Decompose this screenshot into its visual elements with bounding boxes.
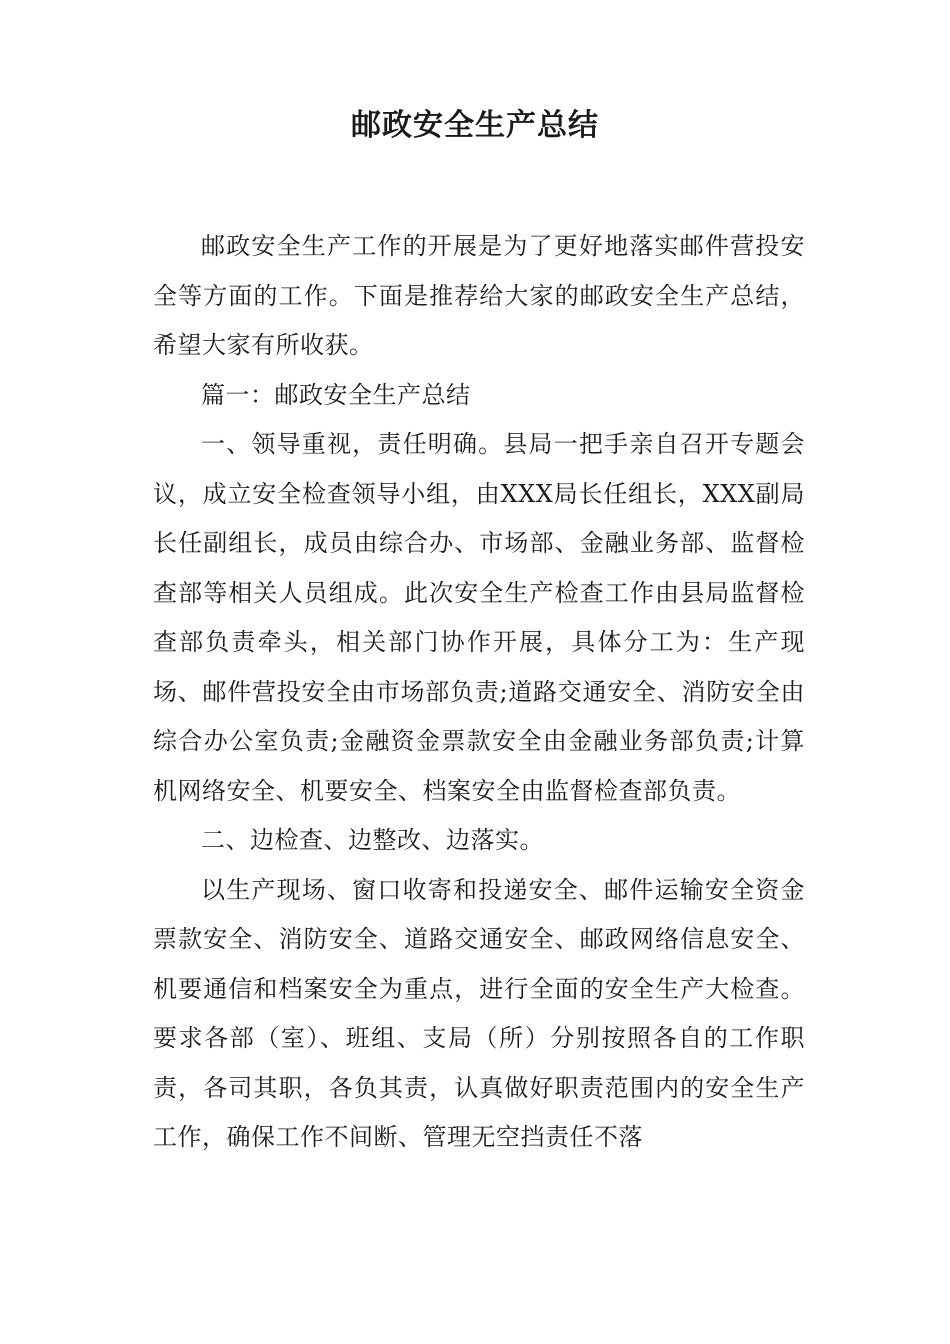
document-title: 邮政安全生产总结 (351, 108, 599, 143)
paragraph-leadership: 一、领导重视，责任明确。县局一把手亲自召开专题会议，成立安全检查领导小组，由XXX局长任组长，XXX副局长任副组长，成员由综合办、市场部、金融业务部、监督检查部等相关人员组成。此次安全生产检查工作由县局监督检查部负责牵头，相关部门协作开展，具体分工为：生产现场、邮件营投安全由市场部负责;道路交通安全、消防安全由综合办公室负责;金融资金票款安全由金融业务部负责;计算机网络安全、机要安全、档案安全由监督检查部负责。 (153, 430, 805, 805)
section-heading-part-one: 篇一：邮政安全生产总结 (201, 380, 471, 409)
paragraph-inspection-details: 以生产现场、窗口收寄和投递安全、邮件运输安全资金票款安全、消防安全、道路交通安全、邮政网络信息安全、机要通信和档案安全为重点，进行全面的安全生产大检查。要求各部（室）、班组、支局（所）分别按照各自的工作职责，各司其职，各负其责，认真做好职责范围内的安全生产工作，确保工作不间断、管理无空挡责任不落 (153, 875, 805, 1151)
paragraph-inspection-heading: 二、边检查、边整改、边落实。 (201, 826, 544, 854)
document-body (153, 222, 805, 1163)
intro-paragraph: 邮政安全生产工作的开展是为了更好地落实邮件营投安全等方面的工作。下面是推荐给大家的邮政安全生产总结，希望大家有所收获。 (153, 232, 805, 359)
